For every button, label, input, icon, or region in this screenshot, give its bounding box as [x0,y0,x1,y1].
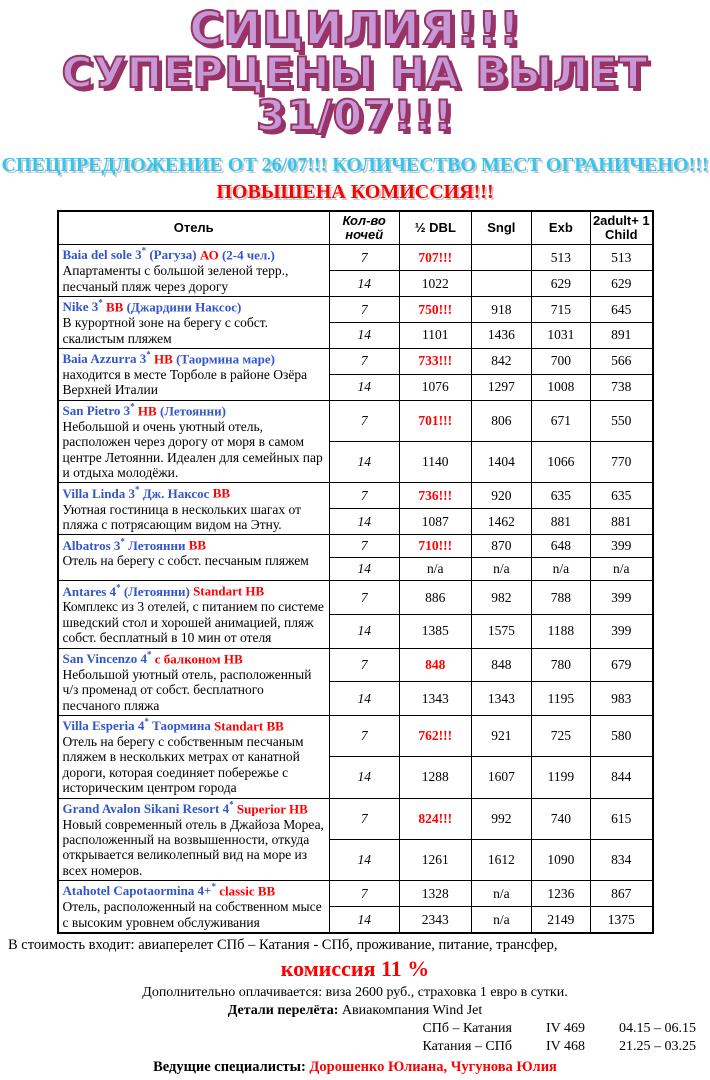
sngl-price-cell: 918 [472,297,532,323]
flight-time: 04.15 – 06.15 [619,1021,696,1037]
2adult-1child-price-cell: 566 [591,348,653,374]
hotel-name-segment: с балконом HB [154,650,243,666]
half-dbl-price-cell: 1076 [399,374,472,400]
hotel-description: В курортной зоне на берегу с собст. скалистым пляжем [62,315,269,346]
exb-price-cell: 671 [531,400,591,441]
hotel-name-segment: Standart BB [214,718,284,734]
sngl-price-cell: 1436 [472,322,532,348]
exb-price-cell: 715 [531,297,591,323]
2adult-1child-price-cell: 867 [591,881,653,907]
price-row [58,297,653,323]
2adult-1child-price-cell: 629 [591,271,653,297]
sngl-price-cell: 921 [472,715,532,756]
sngl-price-cell: 1607 [472,757,532,798]
exb-price-cell: 1066 [531,442,591,483]
exb-price-cell: 1090 [531,839,591,880]
exb-price-cell: 1008 [531,374,591,400]
2adult-1child-price-cell: 399 [591,614,653,648]
flight-number: IV 469 [545,1021,585,1037]
nights-cell: 14 [329,839,399,880]
nights-cell: 7 [329,348,399,374]
hotel-name [63,882,325,899]
specialists-label: Ведущие специалисты: [153,1059,310,1076]
half-dbl-price-cell: 1343 [399,682,472,716]
nights-cell: 14 [329,682,399,716]
exb-price-cell: 700 [531,348,591,374]
hotel-name-segment: classic BB [219,883,276,899]
hotel-name-segment: San Pietro 3* [62,401,135,419]
price-row [58,715,653,756]
2adult-1child-price-cell: 645 [591,297,653,323]
sngl-price-cell: 806 [472,400,532,441]
hotel-name-segment: (Джардини Наксос) [126,299,242,315]
hotel-name-segment: Villa Linda 3* Дж. Наксос [62,484,213,501]
hotel-name [63,298,325,315]
hotel-cell [58,348,330,400]
half-dbl-price-cell: 733!!! [399,348,472,374]
hotel-name-segment: San Vincenzo 4* [62,649,152,666]
hotel-name-segment: Atahotel Capotaormina 4+* [62,882,216,899]
exb-price-cell: 780 [531,648,591,682]
2adult-1child-price-cell: 834 [591,839,653,880]
half-dbl-price-cell: n/a [399,558,472,581]
nights-cell: 7 [329,297,399,323]
hotel-name-segment: Superior HB [236,800,308,816]
2adult-1child-price-cell: 399 [591,535,653,558]
hotel-description: Апартаменты с большой зеленой терр., песчаный пляж через дорогу [62,263,289,294]
sngl-price-cell: 842 [472,348,532,374]
star-rating-asterisk: * [147,649,152,660]
hotel-cell [58,535,330,581]
exb-price-cell: n/a [531,558,591,581]
hotel-name-segment: Baia del sole 3* (Рагуза) [62,246,200,263]
hotel-cell [58,648,330,715]
flight-route: Катания – СПб [422,1039,512,1055]
header-exb: Exb [531,211,591,245]
hotel-name-segment: HB [137,403,160,419]
exb-price-cell: 788 [531,581,591,615]
2adult-1child-price-cell: n/a [591,558,653,581]
included-note: В стоимость входит: авиаперелет СПб – Катания - СПб, проживание, питание, трансфер, [8,937,558,954]
hotel-description: Комплекс из 3 отелей, с питанием по системе шведский стол и хорошей анимацией, пляж собст. бесплатный в 10 мин от отеля [62,599,324,646]
hotel-cell [58,245,330,297]
header-sngl: Sngl [472,211,532,245]
2adult-1child-price-cell: 983 [591,682,653,716]
half-dbl-price-cell: 736!!! [399,483,472,509]
commission-note: комиссия 11 % [280,956,430,982]
hotel-name-segment: BB [106,299,127,315]
sngl-price-cell: 920 [472,483,532,509]
hotel-name-segment: Grand Avalon Sikani Resort 4* [62,799,234,816]
price-row [58,348,653,374]
exb-price-cell: 740 [531,798,591,839]
hotel-description: Уютная гостиница в нескольких шагах от пляжа с потрясающим видом на Этну. [62,501,301,532]
half-dbl-price-cell: 848 [399,648,472,682]
flight-route: СПб – Катания [422,1021,512,1037]
star-rating-asterisk: * [116,582,121,593]
hotel-name [63,484,325,501]
hotel-name-segment: Antares 4* (Летоянни) [62,582,194,599]
sngl-price-cell: 870 [472,535,532,558]
hotel-name [63,402,325,419]
2adult-1child-price-cell: 770 [591,442,653,483]
exb-price-cell: 635 [531,483,591,509]
nights-cell: 14 [329,757,399,798]
hotel-name-segment: BB [188,537,207,553]
title-line-1: СИЦИЛИЯ!!! [189,2,521,55]
hotel-name [63,717,325,734]
hotel-name [63,650,325,667]
star-rating-asterisk: * [141,246,147,257]
main-title [0,2,710,140]
nights-cell: 14 [329,509,399,535]
hotel-cell [58,297,330,349]
hotel-name-segment: HB [154,351,177,367]
half-dbl-price-cell: 1140 [399,442,472,483]
star-rating-asterisk: * [211,882,216,893]
specialists-names: Дорошенко Юлиана, Чугунова Юлия [309,1059,557,1076]
exb-price-cell: 1188 [531,614,591,648]
half-dbl-price-cell: 710!!! [399,535,472,558]
2adult-1child-price-cell: 399 [591,581,653,615]
hotel-name-segment: (Летоянни) [159,403,226,419]
hotel-name-segment: АО [199,247,222,263]
header-nights: Кол-во ночей [329,211,399,245]
nights-cell: 14 [329,442,399,483]
2adult-1child-price-cell: 1375 [591,907,653,933]
nights-cell: 7 [329,483,399,509]
price-row [58,535,653,558]
half-dbl-price-cell: 1261 [399,839,472,880]
2adult-1child-price-cell: 635 [591,483,653,509]
nights-cell: 14 [329,614,399,648]
nights-cell: 7 [329,245,399,271]
header-hotel: Отель [58,211,330,245]
nights-cell: 7 [329,581,399,615]
star-rating-asterisk: * [134,484,140,495]
exb-price-cell: 1031 [531,322,591,348]
header-2adult-1child: 2adult+ 1 Child [591,211,653,245]
sngl-price-cell: n/a [472,907,532,933]
hotel-table-body [58,245,653,933]
nights-cell: 7 [329,798,399,839]
half-dbl-price-cell: 1385 [399,614,472,648]
hotel-name-segment: Albatros 3* Летоянни [62,536,189,553]
hotel-name [63,800,325,817]
sngl-price-cell: 1575 [472,614,532,648]
price-row [58,648,653,682]
exb-price-cell: 513 [531,245,591,271]
hotel-name-segment: Standart HB [193,583,265,599]
nights-cell: 7 [329,715,399,756]
2adult-1child-price-cell: 881 [591,509,653,535]
star-rating-asterisk: * [120,536,125,547]
exb-price-cell: 725 [531,715,591,756]
2adult-1child-price-cell: 580 [591,715,653,756]
half-dbl-price-cell: 824!!! [399,798,472,839]
airline-name: Авиакомпания Wind Jet [341,1003,483,1019]
hotel-description: Новый современный отель в Джайоза Мореа, расположенный на возвышенности, откуда открывается великолепный вид на море из всех номеров. [62,816,324,878]
nights-cell: 14 [329,322,399,348]
nights-cell: 7 [329,535,399,558]
hotel-name-segment: BB [212,485,231,501]
nights-cell: 14 [329,271,399,297]
extra-payments-note: Дополнительно оплачивается: виза 2600 руб., страховка 1 евро в сутки. [142,985,568,1001]
hotel-description: Отель, расположенный на собственном мысе с высоким уровнем обслуживания [62,899,322,930]
half-dbl-price-cell: 1022 [399,271,472,297]
hotel-name [63,582,325,599]
exb-price-cell: 1195 [531,682,591,716]
sngl-price-cell [472,245,532,271]
sngl-price-cell: 1612 [472,839,532,880]
sngl-price-cell: 848 [472,648,532,682]
hotel-description: находится в месте Торболе в районе Озёра Верхней Италии [62,367,308,398]
flight-number: IV 468 [545,1039,585,1055]
nights-cell: 14 [329,907,399,933]
price-row [58,400,653,441]
flight-schedule [422,1021,696,1055]
half-dbl-price-cell: 1328 [399,881,472,907]
half-dbl-price-cell: 2343 [399,907,472,933]
hotel-cell [58,715,330,798]
price-row [58,881,653,907]
half-dbl-price-cell: 1101 [399,322,472,348]
price-row [58,245,653,271]
2adult-1child-price-cell: 844 [591,757,653,798]
star-rating-asterisk: * [229,799,234,810]
2adult-1child-price-cell: 550 [591,400,653,441]
hotel-name-segment: (Таормина маре) [176,351,275,367]
subtitle-cyan-text: СПЕЦПРЕДЛОЖЕНИЕ ОТ 26/07!!! КОЛИЧЕСТВО МЕСТ ОГРАНИЧЕНО!!! [1,153,709,176]
2adult-1child-price-cell: 738 [591,374,653,400]
hotel-cell [58,881,330,933]
star-rating-asterisk: * [130,401,135,412]
hotel-description: Небольшой и очень уютный отель, расположен через дорогу от моря в самом центре Летоянни. Идеален для семейных пар и отдыха молодёжи. [62,418,323,481]
sngl-price-cell: 1343 [472,682,532,716]
half-dbl-price-cell: 762!!! [399,715,472,756]
hotel-name [63,246,325,263]
exb-price-cell: 2149 [531,907,591,933]
hotel-price-table [57,210,654,935]
nights-cell: 7 [329,400,399,441]
star-rating-asterisk: * [98,298,103,309]
hotel-cell [58,798,330,881]
sngl-price-cell: 992 [472,798,532,839]
flight-details-line [0,1003,710,1019]
exb-price-cell: 1199 [531,757,591,798]
hotel-description: Отель на берегу с собственным песчаным пляжем в нескольких метрах от канатной дороги, которая соединяет побережье с историческим центром города [62,734,304,796]
specialists-line [0,1059,710,1080]
half-dbl-price-cell: 1087 [399,509,472,535]
star-rating-asterisk: * [144,716,149,727]
star-rating-asterisk: * [146,349,151,360]
title-line-2: СУПЕРЦЕНЫ НА ВЫЛЕТ 31/07!!! [61,47,649,140]
sngl-price-cell: 1462 [472,509,532,535]
header-half-dbl: ½ DBL [399,211,472,245]
2adult-1child-price-cell: 615 [591,798,653,839]
half-dbl-price-cell: 886 [399,581,472,615]
nights-cell: 14 [329,374,399,400]
half-dbl-price-cell: 701!!! [399,400,472,441]
exb-price-cell: 648 [531,535,591,558]
hotel-name [63,536,325,553]
exb-price-cell: 881 [531,509,591,535]
hotel-cell [58,400,330,483]
hotel-cell [58,581,330,648]
special-offer-subtitle [0,152,710,206]
hotel-name [63,350,325,367]
half-dbl-price-cell: 1288 [399,757,472,798]
sngl-price-cell: 982 [472,581,532,615]
hotel-cell [58,483,330,535]
flight-time: 21.25 – 03.25 [619,1039,696,1055]
hotel-name-segment: (2-4 чел.) [221,247,275,263]
flight-details-label: Детали перелёта: [227,1003,342,1019]
nights-cell: 14 [329,558,399,581]
exb-price-cell: 629 [531,271,591,297]
half-dbl-price-cell: 750!!! [399,297,472,323]
table-header-row [58,211,653,245]
nights-cell: 7 [329,881,399,907]
hotel-description: Небольшой уютный отель, расположенный ч/з променад от собст. бесплатного песчаного пляжа [62,666,312,713]
2adult-1child-price-cell: 891 [591,322,653,348]
sngl-price-cell: n/a [472,881,532,907]
sngl-price-cell: 1297 [472,374,532,400]
hotel-name-segment: Nike 3* [62,298,103,315]
nights-cell: 7 [329,648,399,682]
price-row [58,798,653,839]
hotel-name-segment: Villa Esperia 4* Таормина [62,716,215,734]
price-row [58,483,653,509]
sngl-price-cell: 1404 [472,442,532,483]
sngl-price-cell [472,271,532,297]
half-dbl-price-cell: 707!!! [399,245,472,271]
hotel-description: Отель на берегу с собст. песчаным пляжем [62,553,309,569]
price-row [58,581,653,615]
footer [0,937,710,1080]
subtitle-red-text: ПОВЫШЕНА КОМИССИЯ!!! [216,180,494,203]
2adult-1child-price-cell: 679 [591,648,653,682]
hotel-name-segment: Baia Azzurra 3* [62,349,151,367]
2adult-1child-price-cell: 513 [591,245,653,271]
sngl-price-cell: n/a [472,558,532,581]
exb-price-cell: 1236 [531,881,591,907]
